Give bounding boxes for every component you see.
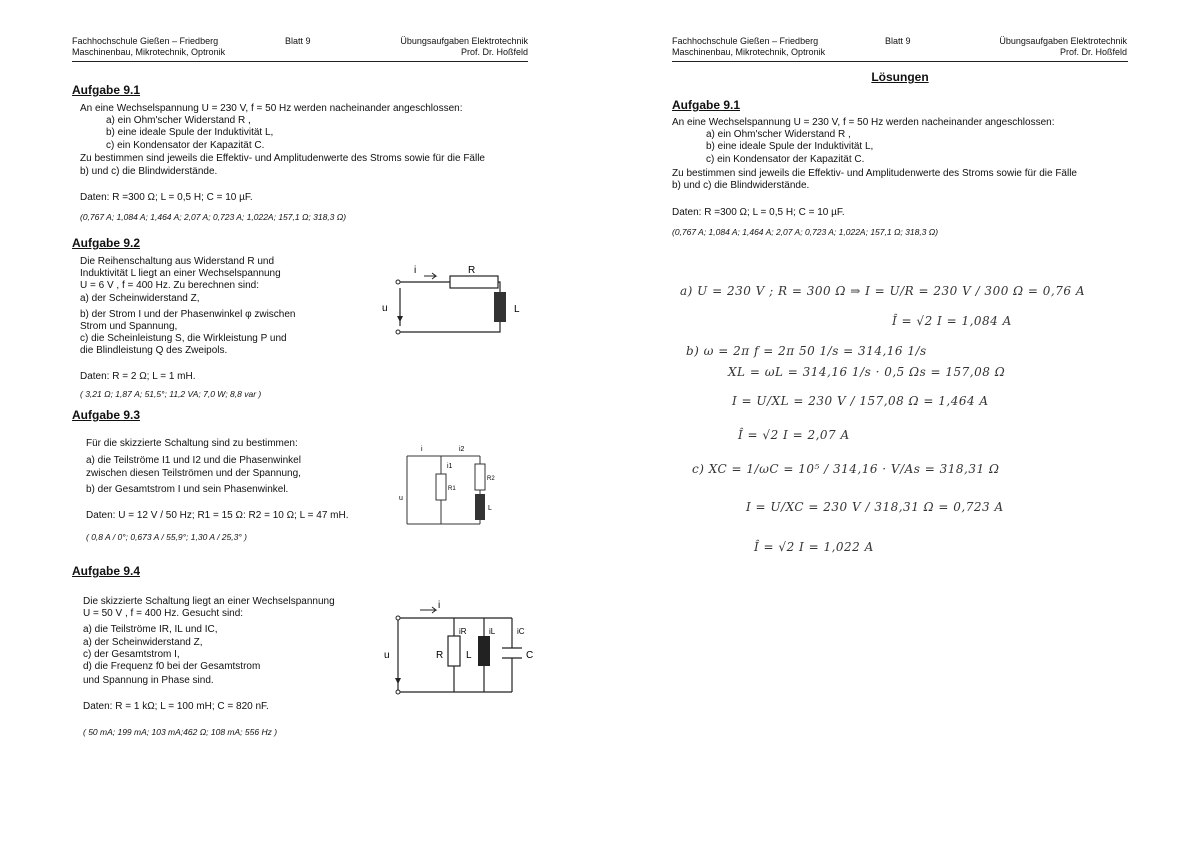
header-subject: Übungsaufgaben Elektrotechnik	[999, 36, 1127, 46]
header-dept: Maschinenbau, Mikrotechnik, Optronik	[72, 47, 226, 57]
inductor-symbol	[475, 494, 485, 520]
task-9-3-line: a) die Teilströme I1 und I2 und die Phasenwinkel	[86, 455, 301, 466]
header-rule	[72, 61, 528, 62]
circuit-label: L	[488, 505, 492, 512]
solution-9-1-title: Aufgabe 9.1	[672, 98, 741, 112]
task-9-4-line: c) der Gesamtstrom I,	[83, 649, 180, 660]
task-9-2-line: Strom und Spannung,	[80, 321, 178, 332]
circuit-label: u	[384, 650, 390, 661]
inductor-symbol	[494, 292, 506, 322]
circuit-label: u	[382, 303, 388, 314]
inductor-symbol	[478, 636, 490, 666]
solution-9-1-item-c: c) ein Kondensator der Kapazität C.	[706, 154, 865, 165]
handwritten-line: I = U/XL = 230 V / 157,08 Ω = 1,464 A	[732, 394, 989, 408]
task-9-3-line: b) der Gesamtstrom I und sein Phasenwinkel.	[86, 484, 289, 495]
circuit-label: R	[436, 650, 444, 661]
solution-9-1-desc: Zu bestimmen sind jeweils die Effektiv- und Amplitudenwerte des Stroms sowie für die Fälle	[672, 168, 1077, 179]
header-school: Fachhochschule Gießen – Friedberg	[72, 36, 219, 46]
task-9-2-line: Induktivität L liegt an einer Wechselspannung	[80, 268, 281, 279]
solution-9-1-intro: An eine Wechselspannung U = 230 V, f = 50 Hz werden nacheinander angeschlossen:	[672, 117, 1055, 128]
task-9-1-desc: Zu bestimmen sind jeweils die Effektiv- und Amplitudenwerte des Stroms sowie für die Fälle	[80, 153, 485, 164]
circuit-9-4	[380, 600, 540, 700]
circuit-label: L	[514, 304, 520, 315]
circuit-label: i2	[459, 446, 465, 453]
solution-9-1-item-b: b) eine ideale Spule der Induktivität L,	[706, 141, 874, 152]
circuit-label: iR	[459, 627, 467, 636]
task-9-4-data: Daten: R = 1 kΩ; L = 100 mH; C = 820 nF.	[83, 701, 269, 712]
circuit-label: iC	[517, 627, 525, 636]
task-9-1-intro: An eine Wechselspannung U = 230 V, f = 50 Hz werden nacheinander angeschlossen:	[80, 103, 463, 114]
task-9-1-item-c: c) ein Kondensator der Kapazität C.	[106, 140, 265, 151]
circuit-label: R	[468, 265, 476, 276]
task-9-2-title: Aufgabe 9.2	[72, 236, 141, 250]
circuit-label: i1	[447, 463, 453, 470]
task-9-1-results: (0,767 A; 1,084 A; 1,464 A; 2,07 A; 0,723 A; 1,022A; 157,1 Ω; 318,3 Ω)	[80, 212, 347, 222]
task-9-4-line: a) die Teilströme IR, IL und IC,	[83, 624, 218, 635]
header-subject: Übungsaufgaben Elektrotechnik	[400, 36, 528, 46]
circuit-label: R1	[448, 486, 456, 492]
task-9-3-line: zwischen diesen Teilströmen und der Spannung,	[86, 468, 301, 479]
header-dept: Maschinenbau, Mikrotechnik, Optronik	[672, 47, 826, 57]
handwritten-line: b) ω = 2π f = 2π 50 1/s = 314,16 1/s	[686, 344, 927, 358]
task-9-3-results: ( 0,8 A / 0°; 0,673 A / 55,9°; 1,30 A / 25,3° )	[86, 532, 247, 542]
task-9-4-line: d) die Frequenz f0 bei der Gesamtstrom	[83, 661, 261, 672]
task-9-4-line: a) der Scheinwiderstand Z,	[83, 637, 203, 648]
solution-9-1-item-a: a) ein Ohm'scher Widerstand R ,	[706, 129, 851, 140]
task-9-2-line: die Blindleistung Q des Zweipols.	[80, 345, 228, 356]
circuit-label: C	[526, 650, 534, 661]
solutions-heading: Lösungen	[871, 70, 929, 84]
circuit-label: i	[414, 265, 417, 276]
handwritten-line: XL = ωL = 314,16 1/s · 0,5 Ωs = 157,08 Ω	[728, 365, 1006, 379]
solution-9-1-results: (0,767 A; 1,084 A; 1,464 A; 2,07 A; 0,723 A; 1,022A; 157,1 Ω; 318,3 Ω)	[672, 227, 939, 237]
handwritten-line: Î = √2 I = 1,022 A	[754, 540, 874, 554]
handwritten-line: Î = √2 I = 2,07 A	[738, 428, 850, 442]
task-9-2-line: Die Reihenschaltung aus Widerstand R und	[80, 256, 274, 267]
task-9-1-item-b: b) eine ideale Spule der Induktivität L,	[106, 127, 274, 138]
header-prof: Prof. Dr. Hoßfeld	[1059, 47, 1127, 57]
task-9-3-line: Für die skizzierte Schaltung sind zu bestimmen:	[86, 438, 298, 449]
circuit-9-3	[395, 440, 505, 530]
circuit-label: R2	[487, 476, 495, 482]
task-9-4-line: und Spannung in Phase sind.	[83, 675, 214, 686]
circuit-label: iL	[489, 627, 496, 636]
task-9-2-results: ( 3,21 Ω; 1,87 A; 51,5°; 11,2 VA; 7,0 W; 8,8 var )	[80, 389, 262, 399]
task-9-1-title: Aufgabe 9.1	[72, 83, 141, 97]
task-9-2-data: Daten: R = 2 Ω; L = 1 mH.	[80, 371, 196, 382]
right-page	[600, 0, 1200, 849]
handwritten-line: I = U/XC = 230 V / 318,31 Ω = 0,723 A	[746, 500, 1004, 514]
circuit-9-2	[380, 262, 530, 342]
handwritten-line: c) XC = 1/ωC = 10⁵ / 314,16 · V/As = 318,31 Ω	[692, 462, 1000, 476]
header-sheet: Blatt 9	[285, 36, 311, 46]
task-9-2-line: a) der Scheinwiderstand Z,	[80, 293, 200, 304]
circuit-label: L	[466, 650, 472, 661]
handwritten-line: Î = √2 I = 1,084 A	[892, 314, 1012, 328]
header-prof: Prof. Dr. Hoßfeld	[460, 47, 528, 57]
task-9-1-item-a: a) ein Ohm'scher Widerstand R ,	[106, 115, 251, 126]
task-9-4-results: ( 50 mA; 199 mA; 103 mA;462 Ω; 108 mA; 556 Hz )	[83, 727, 278, 737]
circuit-label: u	[399, 495, 403, 502]
circuit-label: i	[438, 600, 441, 611]
header-rule	[672, 61, 1128, 62]
task-9-2-line: c) die Scheinleistung S, die Wirkleistung P und	[80, 333, 287, 344]
task-9-2-line: b) der Strom I und der Phasenwinkel φ zwischen	[80, 309, 296, 320]
task-9-3-title: Aufgabe 9.3	[72, 408, 141, 422]
task-9-1-desc2: b) und c) die Blindwiderstände.	[80, 166, 218, 177]
task-9-4-line: Die skizzierte Schaltung liegt an einer Wechselspannung	[83, 596, 335, 607]
task-9-3-data: Daten: U = 12 V / 50 Hz; R1 = 15 Ω: R2 = 10 Ω; L = 47 mH.	[86, 510, 349, 521]
task-9-1-data: Daten: R =300 Ω; L = 0,5 H; C = 10 µF.	[80, 192, 253, 203]
task-9-4-title: Aufgabe 9.4	[72, 564, 141, 578]
task-9-2-line: U = 6 V , f = 400 Hz. Zu berechnen sind:	[80, 280, 259, 291]
solution-9-1-desc2: b) und c) die Blindwiderstände.	[672, 180, 810, 191]
solution-9-1-data: Daten: R =300 Ω; L = 0,5 H; C = 10 µF.	[672, 207, 845, 218]
handwritten-line: a) U = 230 V ; R = 300 Ω ⇒ I = U/R = 230 V / 300 Ω = 0,76 A	[680, 284, 1085, 298]
header-school: Fachhochschule Gießen – Friedberg	[672, 36, 819, 46]
header-sheet: Blatt 9	[885, 36, 911, 46]
task-9-4-line: U = 50 V , f = 400 Hz. Gesucht sind:	[83, 608, 244, 619]
circuit-label: i	[421, 446, 423, 453]
